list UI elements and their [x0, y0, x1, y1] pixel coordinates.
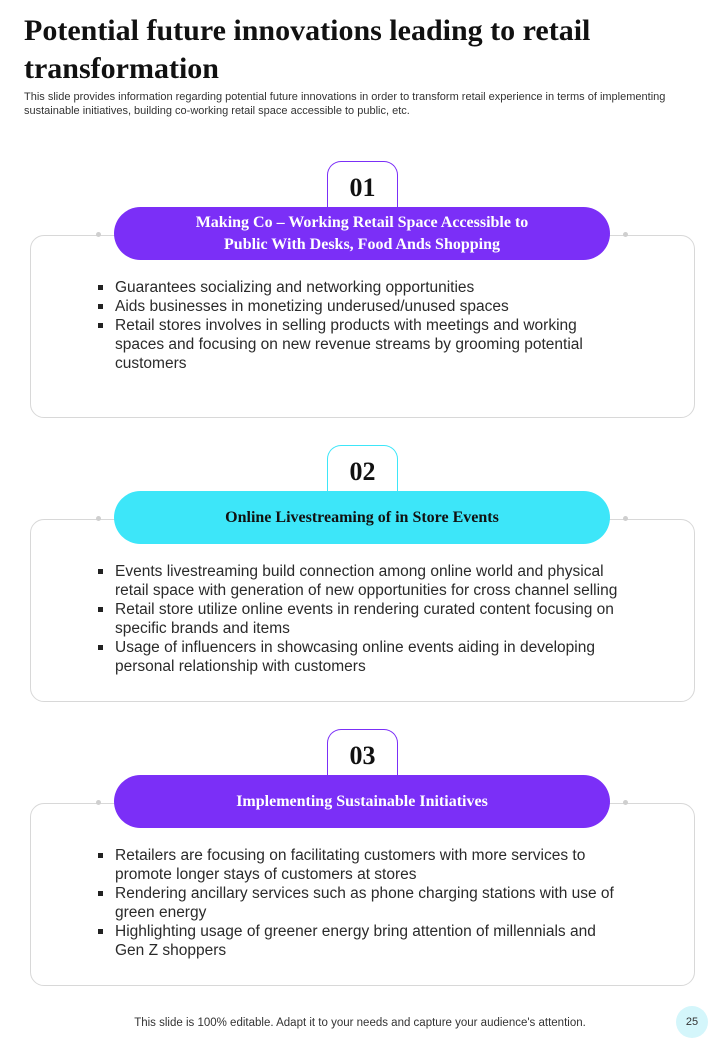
- section-heading: Online Livestreaming of in Store Events: [114, 491, 610, 544]
- bullet-item: Guarantees socializing and networking opportunities: [96, 278, 621, 297]
- section-number: 02: [327, 445, 398, 507]
- connector-dot: [96, 800, 101, 805]
- slide-title: Potential future innovations leading to retail transformation: [24, 14, 591, 85]
- connector-dot: [96, 232, 101, 237]
- connector-dot: [96, 516, 101, 521]
- bullet-item: Rendering ancillary services such as phone charging stations with use of green energy: [96, 884, 621, 922]
- bullet-list: [96, 562, 621, 676]
- section-number: 01: [327, 161, 398, 223]
- bullet-item: Aids businesses in monetizing underused/unused spaces: [96, 297, 621, 316]
- footer-note: This slide is 100% editable. Adapt it to your needs and capture your audience's attention.: [134, 1017, 586, 1029]
- connector-dot: [623, 800, 628, 805]
- bullet-list: [96, 278, 621, 373]
- bullet-item: Usage of influencers in showcasing online events aiding in developing personal relationship with customers: [96, 638, 621, 676]
- connector-dot: [623, 232, 628, 237]
- page-number: 25: [676, 1006, 708, 1038]
- slide-subtitle: This slide provides information regarding potential future innovations in order to transform retail experience in terms of implementing sustainable initiatives, building co-working retail space accessible to public, etc.: [24, 91, 666, 117]
- connector-dot: [623, 516, 628, 521]
- bullet-item: Retail store utilize online events in rendering curated content focusing on specific brands and items: [96, 600, 621, 638]
- section-number: 03: [327, 729, 398, 791]
- bullet-item: Highlighting usage of greener energy bring attention of millennials and Gen Z shoppers: [96, 922, 621, 960]
- section-heading: Making Co – Working Retail Space Accessible to Public With Desks, Food Ands Shopping: [114, 207, 610, 260]
- bullet-list: [96, 846, 621, 960]
- bullet-item: Retail stores involves in selling products with meetings and working spaces and focusing on new revenue streams by grooming potential customers: [96, 316, 621, 373]
- section-heading: Implementing Sustainable Initiatives: [114, 775, 610, 828]
- bullet-item: Events livestreaming build connection among online world and physical retail space with generation of new opportunities for cross channel selling: [96, 562, 621, 600]
- bullet-item: Retailers are focusing on facilitating customers with more services to promote longer stays of customers at stores: [96, 846, 621, 884]
